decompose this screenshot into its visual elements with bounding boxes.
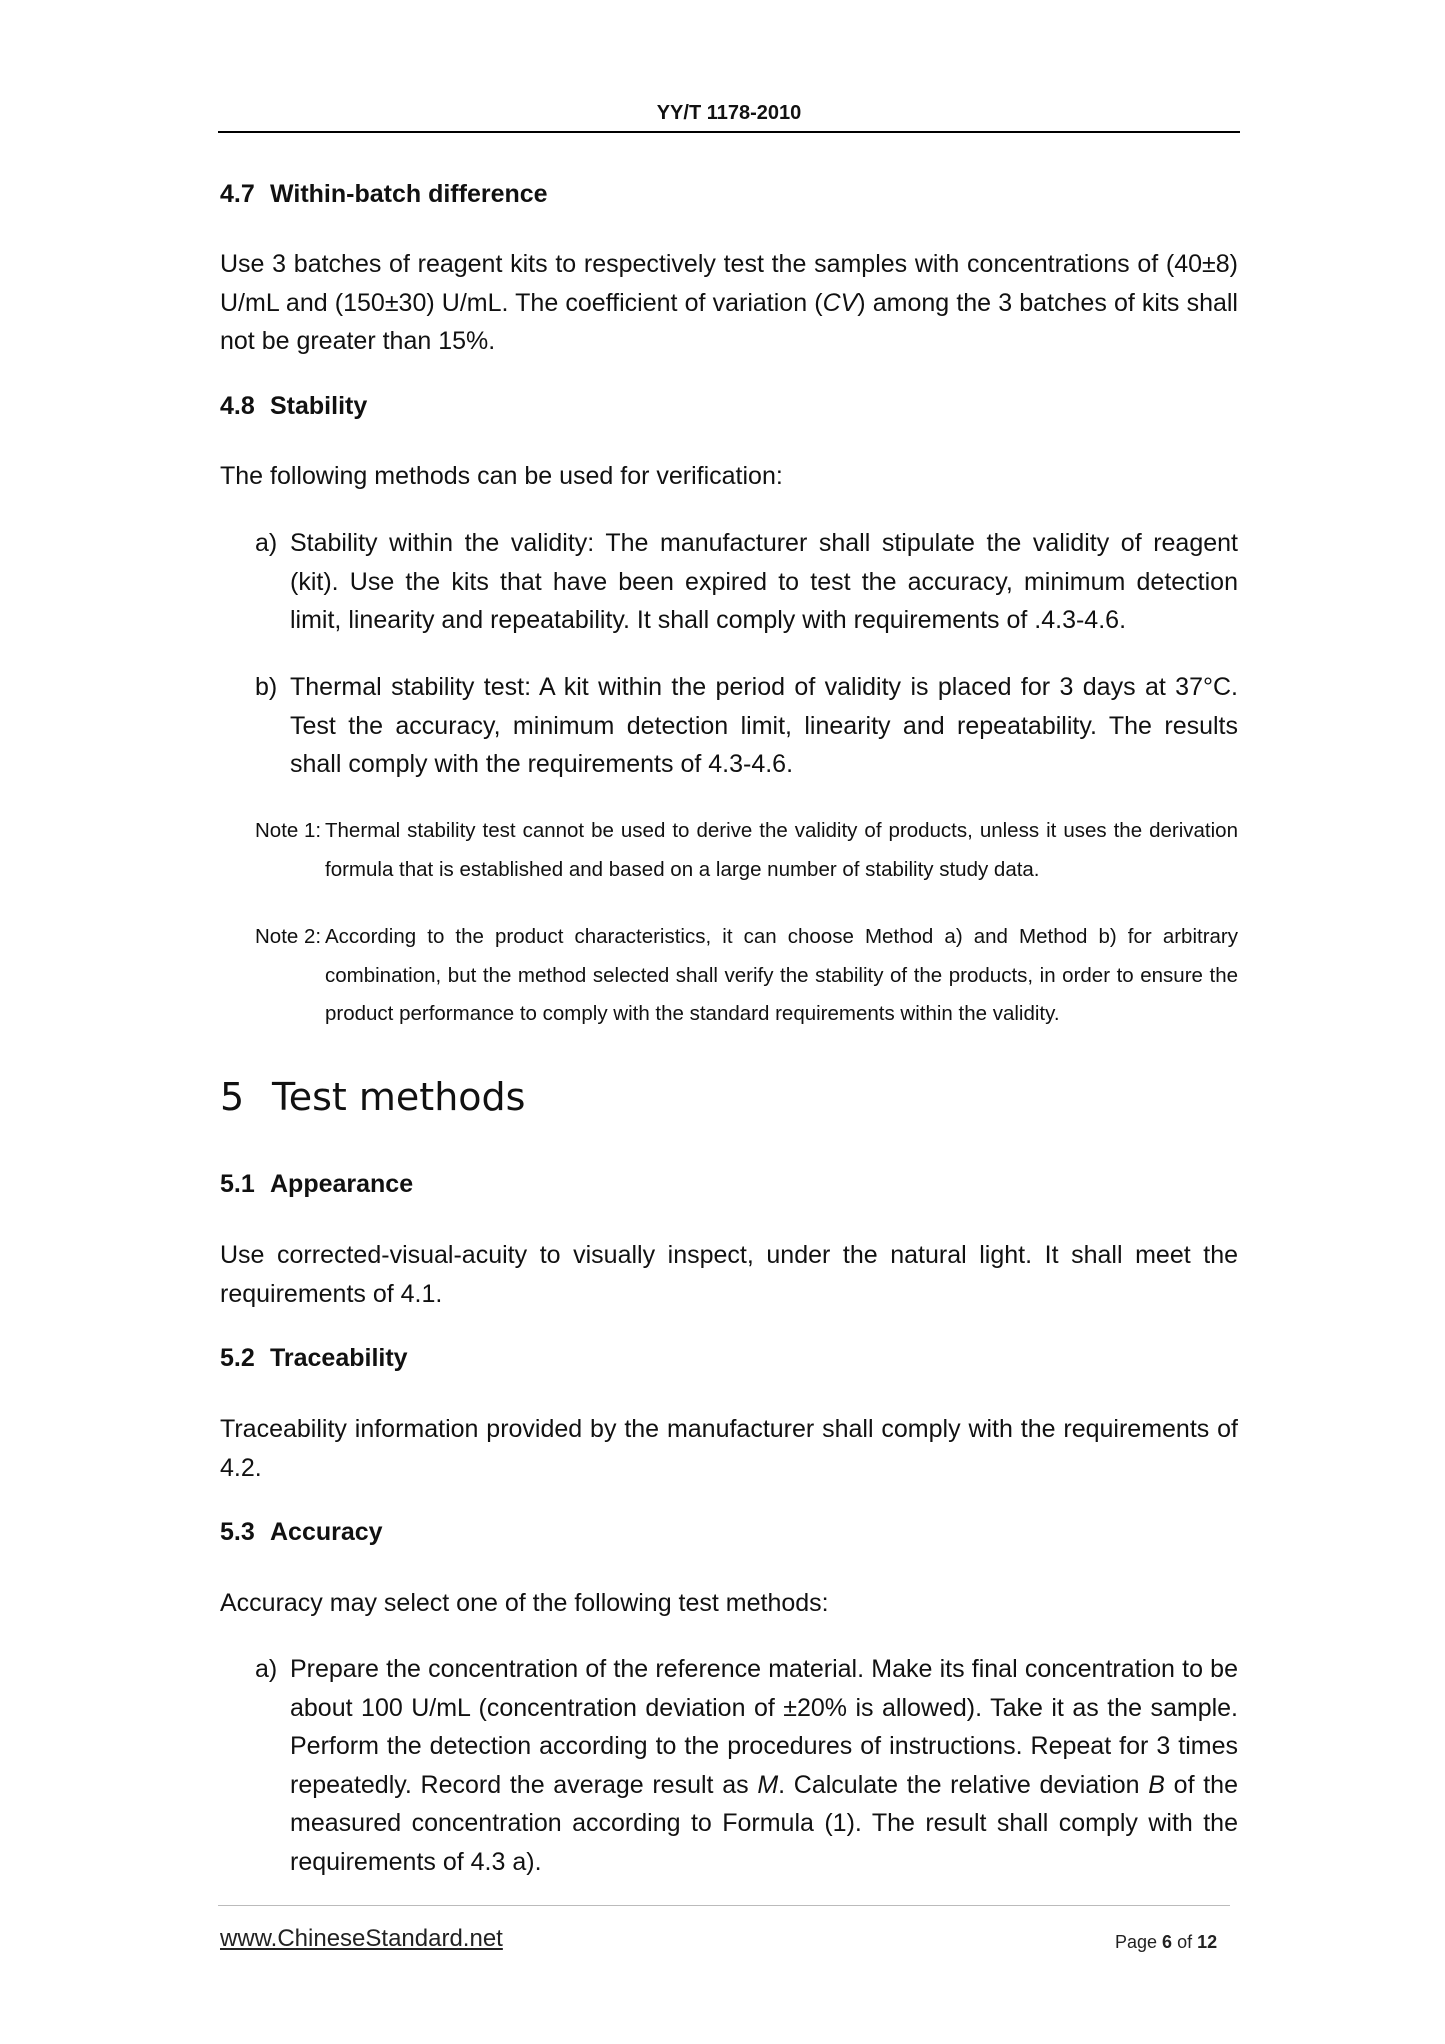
section-5-2-paragraph: Traceability information provided by the manufacturer shall comply with the requirements of 4.2.	[220, 1415, 1238, 1482]
list-item-text: Thermal stability test: A kit within the period of validity is placed for 3 days at 37°C. Test the accuracy, minimum detection limit, linearity and repeatability. The results shall comply with the requirements of 4.3-4.6.	[290, 673, 1238, 778]
section-5-1-heading	[220, 1170, 413, 1199]
note-text: According to the product characteristics, it can choose Method a) and Method b) for arbitrary combination, but the method selected shall verify the stability of the products, in order to ensure the product performance to comply with the standard requirements within the validity.	[325, 925, 1238, 1025]
chapter-5-heading	[220, 1075, 525, 1119]
section-number: 4.8	[220, 392, 255, 420]
list-item	[255, 1650, 1238, 1881]
footer-rule	[218, 1905, 1230, 1906]
section-title: Within-batch difference	[270, 180, 548, 208]
section-number: 5.1	[220, 1170, 255, 1198]
list-item	[255, 524, 1238, 640]
section-5-3-intro: Accuracy may select one of the following test methods:	[220, 1589, 829, 1617]
section-title: Traceability	[270, 1344, 408, 1372]
section-4-8-intro: The following methods can be used for verification:	[220, 462, 783, 490]
list-item-text: Prepare the concentration of the reference material. Make its final concentration to be about 100 U/mL (concentration deviation of ±20% is allowed). Take it as the sample. Perform the detection according to the procedures of instructions. Repeat for 3 times repeatedly. Record the average result as M. Calculate the relative deviation B of the measured concentration according to Formula (1). The result shall comply with the requirements of 4.3 a).	[290, 1655, 1238, 1876]
note-text: Thermal stability test cannot be used to derive the validity of products, unless it uses the derivation formula that is established and based on a large number of stability study data.	[325, 819, 1238, 881]
section-title: Accuracy	[270, 1518, 383, 1546]
header-rule	[218, 131, 1240, 133]
m-variable: M	[757, 1770, 779, 1799]
chapter-title: Test methods	[272, 1075, 526, 1119]
website-link[interactable]: www.ChineseStandard.net	[220, 1925, 503, 1952]
cv-variable: CV	[822, 288, 858, 317]
note-2	[255, 918, 1238, 1034]
section-5-2-heading	[220, 1344, 408, 1373]
note-label: Note 1:	[255, 819, 322, 842]
current-page: 6	[1162, 1932, 1173, 1952]
chapter-number: 5	[220, 1075, 245, 1119]
list-marker: a)	[255, 529, 278, 557]
list-marker: a)	[255, 1655, 278, 1683]
section-4-7-paragraph: Use 3 batches of reagent kits to respectively test the samples with concentrations of (40±8) U/mL and (150±30) U/mL. The coefficient of variation (CV) among the 3 batches of kits shall not be greater than 15%.	[220, 250, 1238, 355]
list-marker: b)	[255, 673, 278, 701]
section-number: 5.3	[220, 1518, 255, 1546]
b-variable: B	[1148, 1770, 1165, 1799]
section-title: Appearance	[270, 1170, 414, 1198]
note-label: Note 2:	[255, 925, 322, 948]
total-pages: 12	[1197, 1932, 1218, 1952]
section-title: Stability	[270, 392, 368, 420]
section-number: 4.7	[220, 180, 255, 208]
section-4-7-heading	[220, 180, 548, 209]
page-number: Page 6 of 12	[1115, 1932, 1218, 1952]
list-item-text: Stability within the validity: The manufacturer shall stipulate the validity of reagent (kit). Use the kits that have been expired to test the accuracy, minimum detection limit, linearity and repeatability. It shall comply with requirements of .4.3-4.6.	[290, 529, 1238, 634]
section-number: 5.2	[220, 1344, 255, 1372]
note-1	[255, 812, 1238, 889]
section-4-8-heading	[220, 392, 367, 421]
section-5-1-paragraph: Use corrected-visual-acuity to visually inspect, under the natural light. It shall meet the requirements of 4.1.	[220, 1241, 1238, 1308]
standard-code-header: YY/T 1178-2010	[656, 102, 802, 124]
list-item	[255, 668, 1238, 784]
section-5-3-heading	[220, 1518, 383, 1547]
